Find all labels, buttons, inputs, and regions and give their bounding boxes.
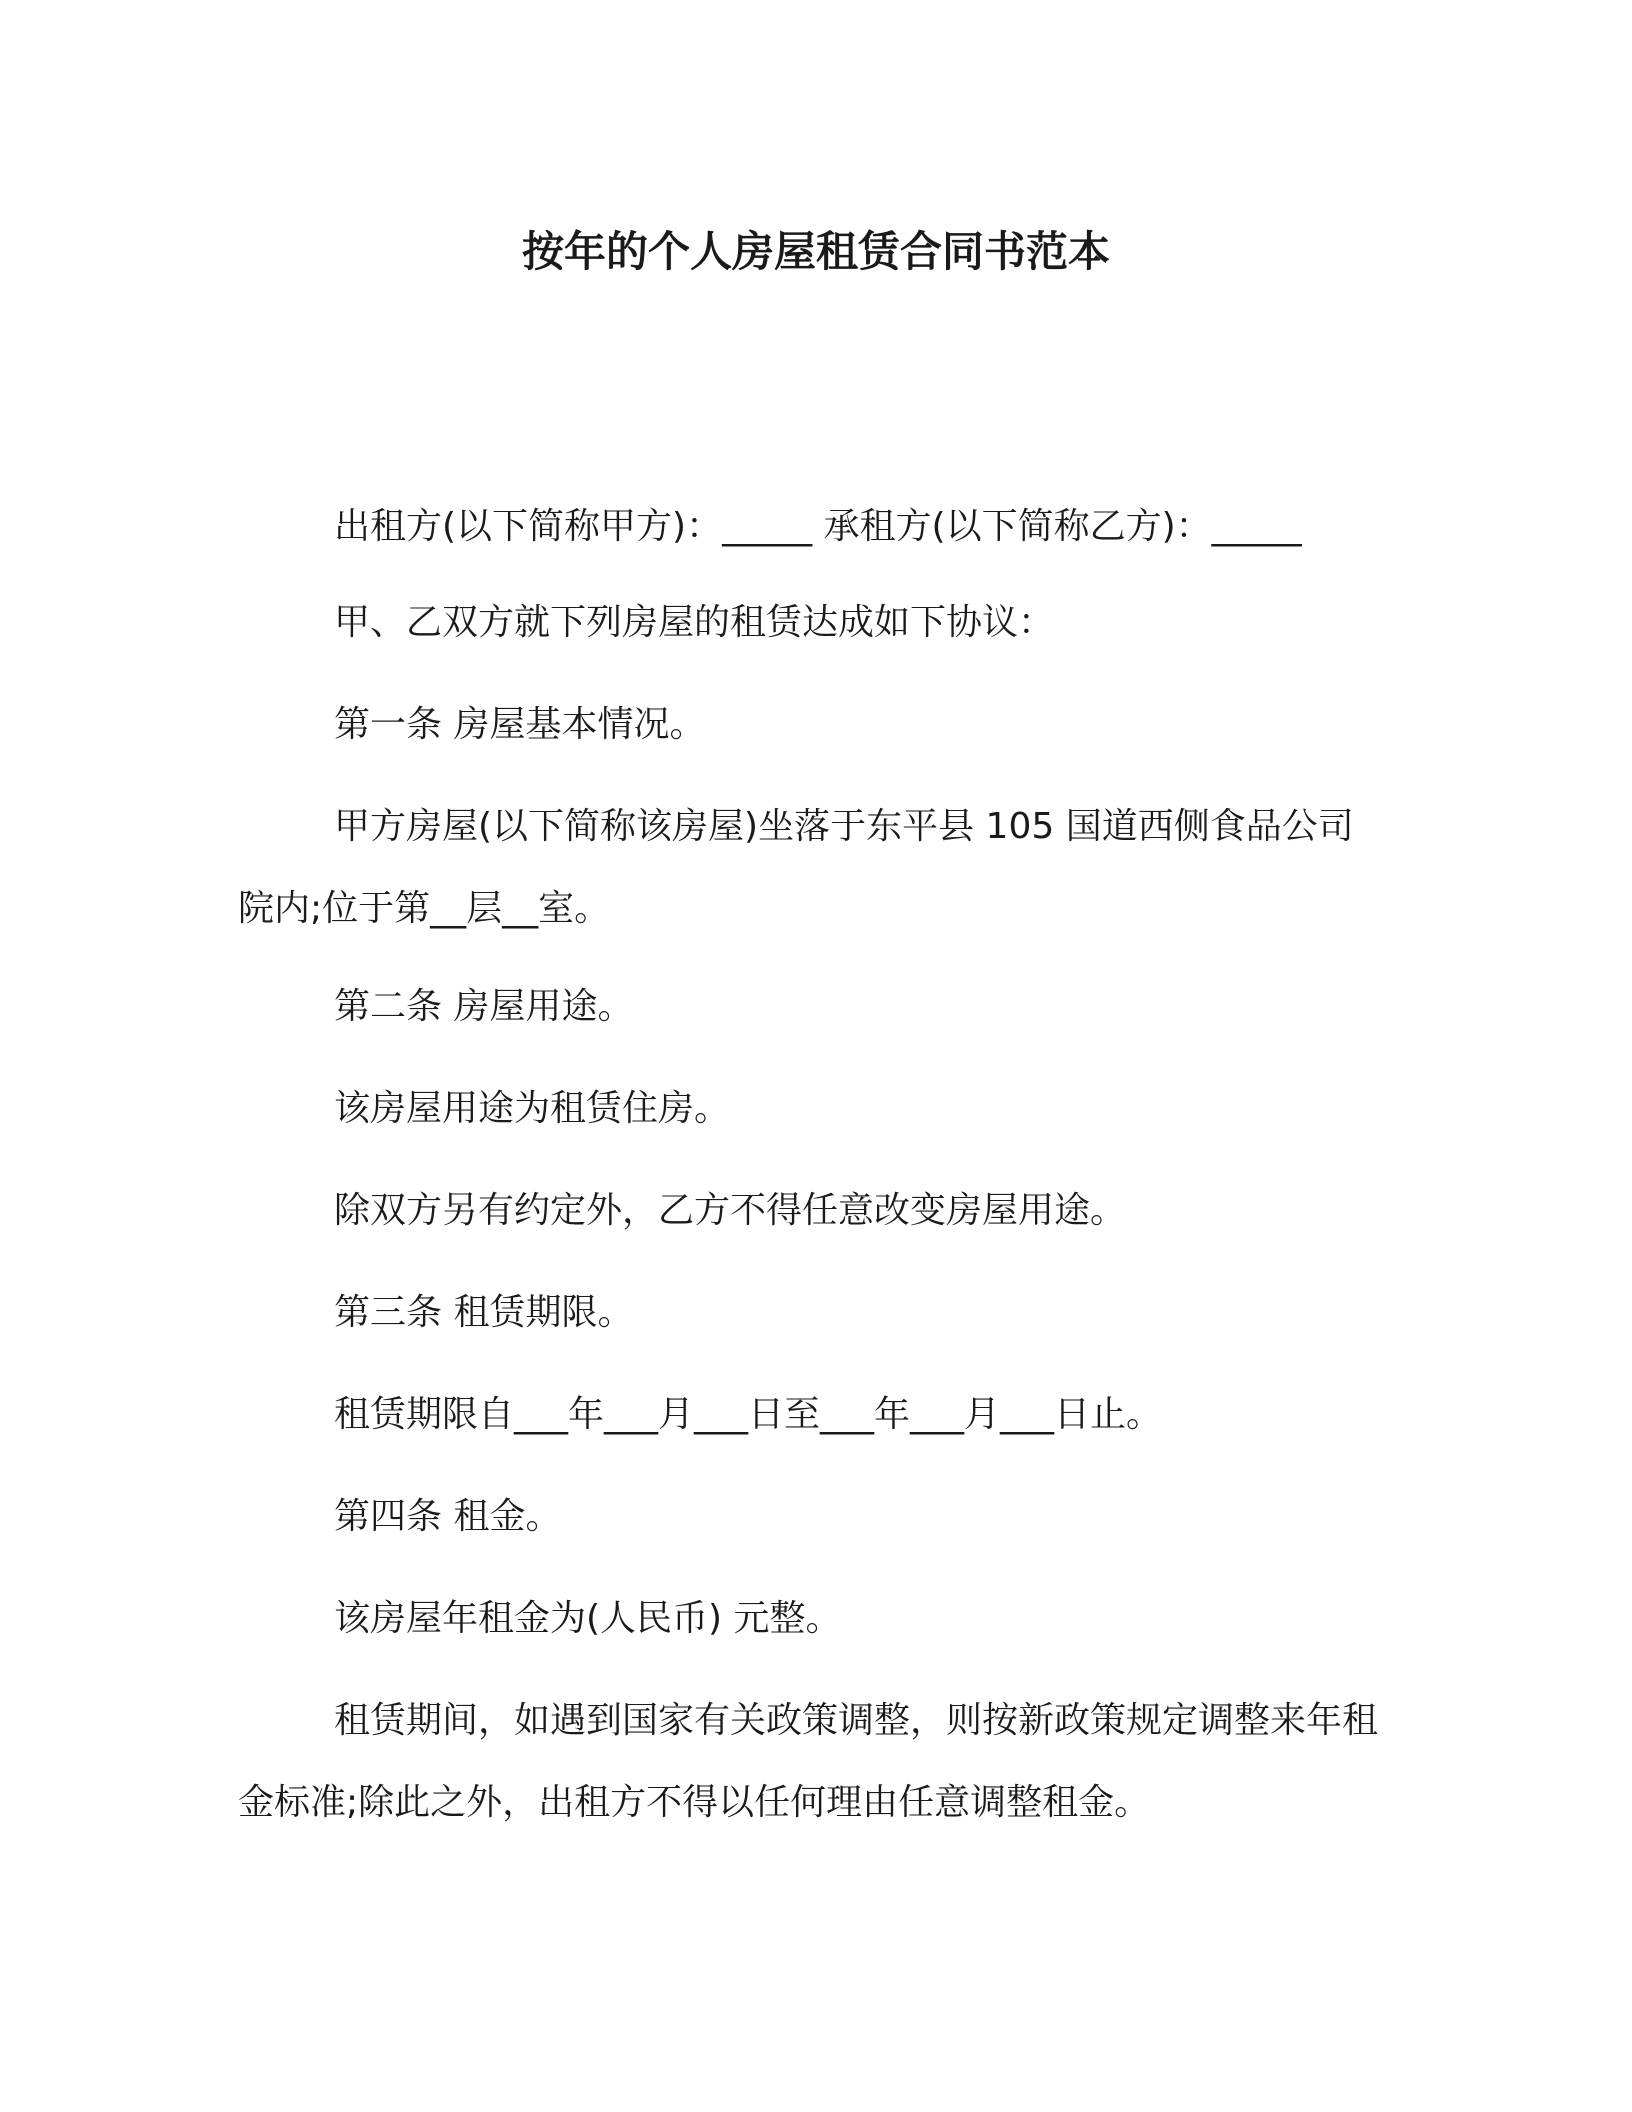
paragraph-parties: 出租方(以下简称甲方)：_____ 承租方(以下简称乙方)：_____ bbox=[334, 506, 1302, 547]
paragraph-article-2-restriction: 除双方另有约定外，乙方不得任意改变房屋用途。 bbox=[334, 1190, 1127, 1231]
paragraph-article-4-heading: 第四条 租金。 bbox=[334, 1496, 562, 1537]
paragraph-article-3-heading: 第三条 租赁期限。 bbox=[334, 1292, 634, 1333]
paragraph-article-4-body: 该房屋年租金为(人民币) 元整。 bbox=[334, 1598, 842, 1639]
paragraph-article-3-body: 租赁期限自___年___月___日至___年___月___日止。 bbox=[334, 1394, 1163, 1435]
paragraph-article-2-body: 该房屋用途为租赁住房。 bbox=[334, 1088, 731, 1129]
paragraph-article-1-heading: 第一条 房屋基本情况。 bbox=[334, 704, 706, 745]
paragraph-article-4-adjustment: 租赁期间，如遇到国家有关政策调整，则按新政策规定调整来年租金标准;除此之外，出租方不得以任何理由任意调整租金。 bbox=[238, 1700, 1379, 1823]
paragraph-agreement-intro: 甲、乙双方就下列房屋的租赁达成如下协议： bbox=[334, 602, 1055, 643]
paragraph-article-2-heading: 第二条 房屋用途。 bbox=[334, 986, 634, 1027]
document-title: 按年的个人房屋租赁合同书范本 bbox=[521, 227, 1110, 276]
paragraph-article-1-body: 甲方房屋(以下简称该房屋)坐落于东平县 105 国道西侧食品公司院内;位于第__层__室。 bbox=[238, 806, 1354, 929]
